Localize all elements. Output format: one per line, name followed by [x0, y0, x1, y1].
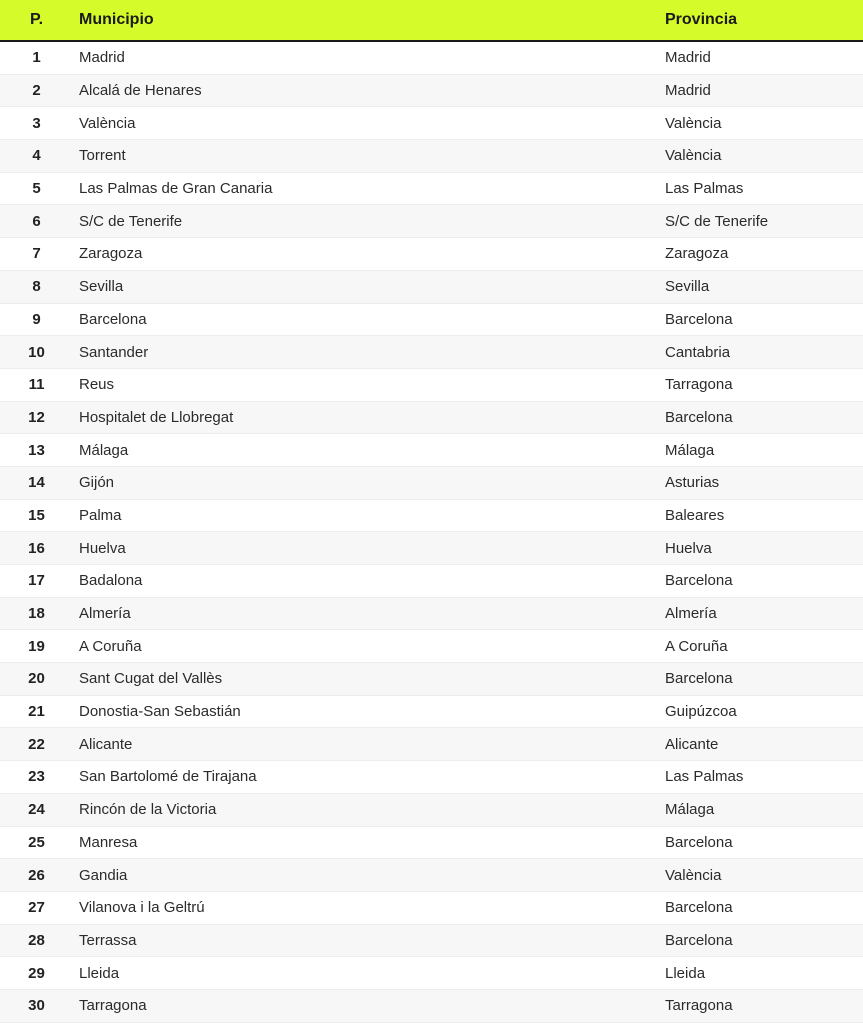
cell-province: Baleares: [659, 499, 863, 532]
cell-rank: 6: [0, 205, 73, 238]
cell-province: Guipúzcoa: [659, 695, 863, 728]
table-row: [0, 238, 863, 271]
cell-province: Barcelona: [659, 401, 863, 434]
cell-province: Barcelona: [659, 565, 863, 598]
cell-province: València: [659, 859, 863, 892]
cell-rank: 16: [0, 532, 73, 565]
table-row: [0, 989, 863, 1022]
cell-municipality: Gijón: [73, 466, 659, 499]
table-row: [0, 205, 863, 238]
table-row: [0, 565, 863, 598]
cell-rank: 5: [0, 172, 73, 205]
cell-municipality: Madrid: [73, 41, 659, 74]
table-row: [0, 172, 863, 205]
table-row: [0, 859, 863, 892]
cell-municipality: S/C de Tenerife: [73, 205, 659, 238]
cell-municipality: Torrent: [73, 140, 659, 173]
cell-rank: 7: [0, 238, 73, 271]
header-row: [0, 0, 863, 41]
cell-rank: 18: [0, 597, 73, 630]
table-row: [0, 107, 863, 140]
table-row: [0, 368, 863, 401]
cell-province: Málaga: [659, 434, 863, 467]
cell-province: Tarragona: [659, 989, 863, 1022]
cell-rank: 29: [0, 957, 73, 990]
table-row: [0, 41, 863, 74]
table-body: [0, 41, 863, 1022]
cell-rank: 27: [0, 891, 73, 924]
cell-municipality: A Coruña: [73, 630, 659, 663]
cell-rank: 2: [0, 74, 73, 107]
cell-province: Madrid: [659, 41, 863, 74]
cell-rank: 4: [0, 140, 73, 173]
table-row: [0, 663, 863, 696]
cell-municipality: Barcelona: [73, 303, 659, 336]
cell-province: Cantabria: [659, 336, 863, 369]
cell-municipality: Palma: [73, 499, 659, 532]
cell-municipality: Tarragona: [73, 989, 659, 1022]
cell-rank: 26: [0, 859, 73, 892]
table-row: [0, 466, 863, 499]
cell-province: Tarragona: [659, 368, 863, 401]
cell-province: Alicante: [659, 728, 863, 761]
cell-municipality: Donostia-San Sebastián: [73, 695, 659, 728]
cell-municipality: Zaragoza: [73, 238, 659, 271]
cell-rank: 24: [0, 793, 73, 826]
table-row: [0, 793, 863, 826]
cell-province: València: [659, 140, 863, 173]
table-row: [0, 303, 863, 336]
header-municipality: Municipio: [73, 0, 659, 41]
table-row: [0, 924, 863, 957]
cell-rank: 10: [0, 336, 73, 369]
cell-rank: 30: [0, 989, 73, 1022]
table-row: [0, 499, 863, 532]
cell-province: Barcelona: [659, 303, 863, 336]
cell-municipality: Las Palmas de Gran Canaria: [73, 172, 659, 205]
cell-municipality: Alicante: [73, 728, 659, 761]
table-row: [0, 401, 863, 434]
cell-province: Asturias: [659, 466, 863, 499]
table-row: [0, 434, 863, 467]
cell-municipality: Badalona: [73, 565, 659, 598]
cell-rank: 28: [0, 924, 73, 957]
cell-rank: 12: [0, 401, 73, 434]
cell-province: S/C de Tenerife: [659, 205, 863, 238]
cell-municipality: Vilanova i la Geltrú: [73, 891, 659, 924]
cell-municipality: Sevilla: [73, 270, 659, 303]
cell-rank: 23: [0, 761, 73, 794]
cell-rank: 13: [0, 434, 73, 467]
cell-rank: 22: [0, 728, 73, 761]
cell-municipality: Manresa: [73, 826, 659, 859]
cell-municipality: San Bartolomé de Tirajana: [73, 761, 659, 794]
cell-municipality: València: [73, 107, 659, 140]
cell-province: Huelva: [659, 532, 863, 565]
cell-province: València: [659, 107, 863, 140]
cell-municipality: Lleida: [73, 957, 659, 990]
cell-rank: 9: [0, 303, 73, 336]
cell-province: Barcelona: [659, 663, 863, 696]
cell-municipality: Alcalá de Henares: [73, 74, 659, 107]
header-province: Provincia: [659, 0, 863, 41]
cell-province: Madrid: [659, 74, 863, 107]
table-header: [0, 0, 863, 41]
table-row: [0, 826, 863, 859]
cell-province: Lleida: [659, 957, 863, 990]
cell-province: Barcelona: [659, 891, 863, 924]
cell-rank: 20: [0, 663, 73, 696]
cell-rank: 3: [0, 107, 73, 140]
table-row: [0, 597, 863, 630]
cell-province: Sevilla: [659, 270, 863, 303]
cell-municipality: Terrassa: [73, 924, 659, 957]
table-row: [0, 630, 863, 663]
cell-province: Málaga: [659, 793, 863, 826]
cell-rank: 17: [0, 565, 73, 598]
cell-province: Zaragoza: [659, 238, 863, 271]
cell-rank: 19: [0, 630, 73, 663]
cell-rank: 8: [0, 270, 73, 303]
table-row: [0, 728, 863, 761]
header-rank: P.: [0, 0, 73, 41]
table-row: [0, 761, 863, 794]
cell-municipality: Almería: [73, 597, 659, 630]
cell-municipality: Rincón de la Victoria: [73, 793, 659, 826]
table-row: [0, 532, 863, 565]
cell-municipality: Santander: [73, 336, 659, 369]
cell-municipality: Málaga: [73, 434, 659, 467]
cell-rank: 11: [0, 368, 73, 401]
table-row: [0, 270, 863, 303]
cell-province: Las Palmas: [659, 172, 863, 205]
table-row: [0, 695, 863, 728]
table-row: [0, 891, 863, 924]
cell-rank: 21: [0, 695, 73, 728]
cell-province: Barcelona: [659, 924, 863, 957]
cell-province: A Coruña: [659, 630, 863, 663]
cell-rank: 14: [0, 466, 73, 499]
cell-municipality: Hospitalet de Llobregat: [73, 401, 659, 434]
table-row: [0, 957, 863, 990]
cell-province: Barcelona: [659, 826, 863, 859]
cell-province: Almería: [659, 597, 863, 630]
cell-municipality: Sant Cugat del Vallès: [73, 663, 659, 696]
cell-rank: 15: [0, 499, 73, 532]
cell-municipality: Gandia: [73, 859, 659, 892]
cell-province: Las Palmas: [659, 761, 863, 794]
cell-rank: 25: [0, 826, 73, 859]
table-row: [0, 336, 863, 369]
table-row: [0, 74, 863, 107]
cell-municipality: Reus: [73, 368, 659, 401]
cell-rank: 1: [0, 41, 73, 74]
table-row: [0, 140, 863, 173]
cell-municipality: Huelva: [73, 532, 659, 565]
